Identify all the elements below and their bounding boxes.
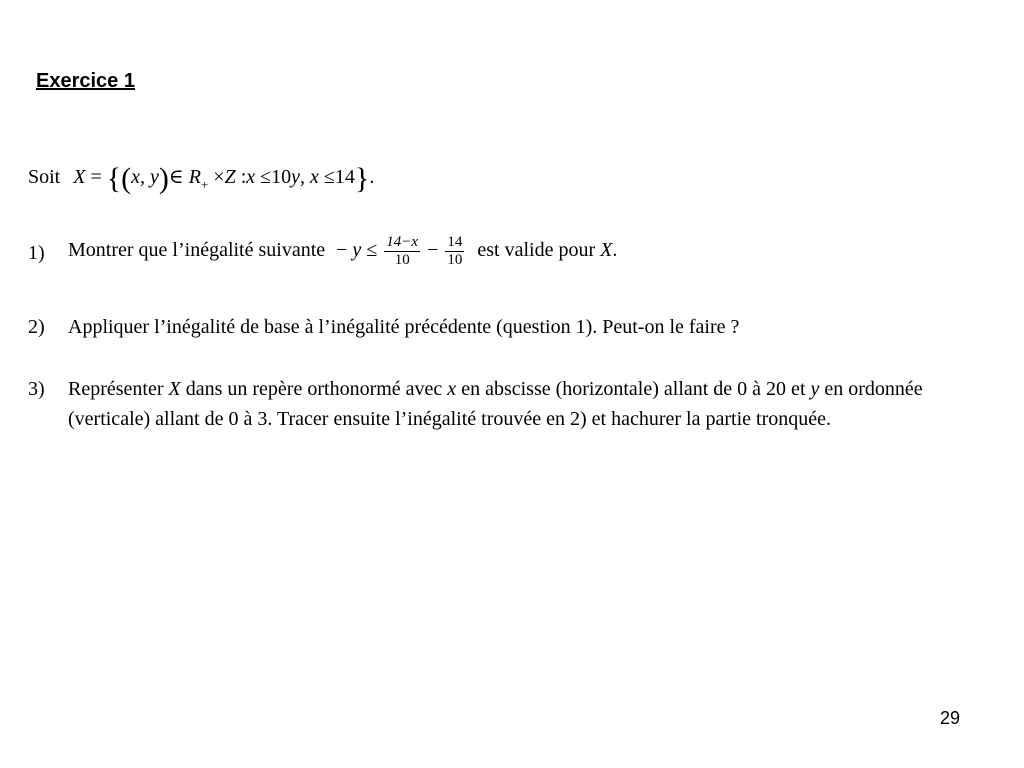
exercise-title: Exercice 1 bbox=[36, 70, 135, 92]
constraint1-x: x bbox=[246, 166, 256, 188]
fraction-2 bbox=[445, 234, 464, 269]
set-r: R bbox=[188, 166, 201, 188]
question-1-lead: Montrer que l’inégalité suivante bbox=[68, 239, 326, 262]
question-3-line-1 bbox=[68, 378, 923, 401]
open-paren: ( bbox=[121, 162, 132, 195]
definition-end: . bbox=[369, 166, 375, 188]
question-2-number: 2) bbox=[28, 316, 45, 338]
question-3-part4: en ordonnée bbox=[824, 378, 923, 400]
question-1-number: 1) bbox=[28, 242, 45, 264]
question-2-text: Appliquer l’inégalité de base à l’inégalité précédente (question 1). Peut-on le faire ? bbox=[68, 316, 740, 338]
open-brace: { bbox=[106, 162, 122, 195]
question-3-part1: Représenter bbox=[68, 378, 164, 400]
question-3-var-y: y bbox=[810, 378, 820, 400]
question-3-number: 3) bbox=[28, 378, 45, 400]
var-y: y bbox=[352, 239, 362, 262]
page-number: 29 bbox=[940, 708, 961, 728]
question-1-set-var: X bbox=[600, 239, 613, 262]
set-z: Z bbox=[224, 166, 236, 188]
set-r-subscript: + bbox=[200, 177, 209, 192]
soit-label: Soit bbox=[28, 166, 61, 188]
constraint1-y: y bbox=[291, 166, 301, 188]
element-of-sign: ∈ bbox=[168, 166, 184, 188]
question-1-text bbox=[68, 234, 617, 269]
question-1-end: . bbox=[612, 239, 618, 262]
minus-sign-2: − bbox=[427, 239, 439, 262]
fraction-2-numerator: 14 bbox=[447, 234, 463, 250]
question-1-suffix: est valide pour bbox=[477, 239, 596, 262]
set-variable: X bbox=[73, 166, 86, 188]
fraction-2-denominator: 10 bbox=[447, 252, 463, 268]
minus-sign: − bbox=[336, 239, 348, 262]
close-paren: ) bbox=[158, 162, 169, 195]
close-brace: } bbox=[354, 162, 370, 195]
question-3-part2: dans un repère orthonormé avec bbox=[185, 378, 443, 400]
constraint2-rhs: 14 bbox=[334, 166, 355, 188]
pair-xy: x, y bbox=[131, 166, 159, 188]
equals-sign: = bbox=[90, 166, 102, 188]
question-3-set-var: X bbox=[168, 378, 181, 400]
comma-sign: , bbox=[300, 166, 306, 188]
leq-sign-1: ≤ bbox=[260, 166, 272, 188]
fraction-1-denominator: 10 bbox=[394, 252, 410, 268]
question-3-line-2: (verticale) allant de 0 à 3. Tracer ensuite l’inégalité trouvée en 2) et hachurer la partie tronquée. bbox=[68, 408, 831, 430]
question-3-var-x: x bbox=[447, 378, 457, 400]
fraction-1-numerator: 14−x bbox=[386, 234, 419, 250]
leq-sign-2: ≤ bbox=[323, 166, 335, 188]
fraction-1 bbox=[384, 234, 420, 269]
leq-sign: ≤ bbox=[366, 239, 378, 262]
constraint1-coef: 10 bbox=[271, 166, 292, 188]
question-3-part3: en abscisse (horizontale) allant de 0 à 20 et bbox=[461, 378, 806, 400]
constraint2-x: x bbox=[310, 166, 319, 188]
set-definition bbox=[28, 164, 374, 193]
times-sign: × bbox=[213, 166, 225, 188]
colon-sign: : bbox=[240, 166, 247, 188]
